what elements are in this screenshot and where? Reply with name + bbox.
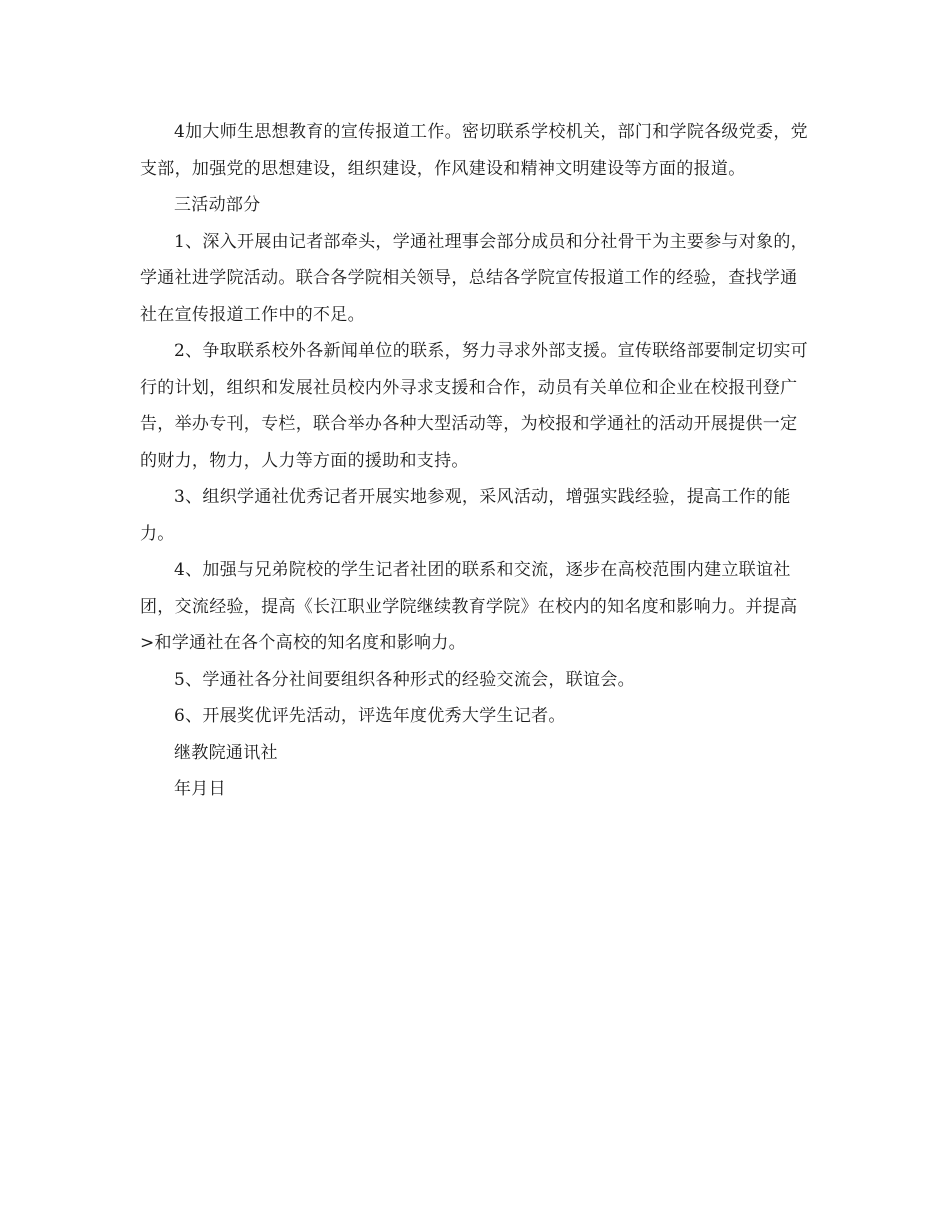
paragraph-activity-2: 2、争取联系校外各新闻单位的联系，努力寻求外部支援。宣传联络部要制定切实可行的计划，组织和发展社员校内外寻求支援和合作，动员有关单位和企业在校报刊登广告，举办专刊，专栏，联合举办各种大型活动等，为校报和学通社的活动开展提供一定的财力，物力，人力等方面的援助和支持。 bbox=[140, 341, 808, 471]
signature-date: 年月日 bbox=[174, 779, 226, 799]
document-body bbox=[140, 114, 810, 808]
paragraph-activity-3: 3、组织学通社优秀记者开展实地参观，采风活动，增强实践经验，提高工作的能力。 bbox=[140, 487, 791, 544]
paragraph-activity-5: 5、学通社各分社间要组织各种形式的经验交流会，联谊会。 bbox=[174, 669, 635, 690]
signature-organization: 继教院通讯社 bbox=[174, 742, 278, 763]
paragraph-publicity-item-4: 4加大师生思想教育的宣传报道工作。密切联系学校机关，部门和学院各级党委，党支部，加强党的思想建设，组织建设，作风建设和精神文明建设等方面的报道。 bbox=[140, 122, 808, 179]
paragraph-activity-1: 1、深入开展由记者部牵头，学通社理事会部分成员和分社骨干为主要参与对象的，学通社进学院活动。联合各学院相关领导，总结各学院宣传报道工作的经验，查找学通社在宣传报道工作中的不足。 bbox=[140, 231, 808, 325]
paragraph-activity-6: 6、开展奖优评先活动，评选年度优秀大学生记者。 bbox=[174, 706, 566, 726]
paragraph-activity-4: 4、加强与兄弟院校的学生记者社团的联系和交流，逐步在高校范围内建立联谊社团，交流经验，提高《长江职业学院继续教育学院》在校内的知名度和影响力。并提高>和学通社在各个高校的知名度和影响力。 bbox=[140, 560, 798, 653]
section-heading-activities: 三活动部分 bbox=[174, 195, 261, 215]
